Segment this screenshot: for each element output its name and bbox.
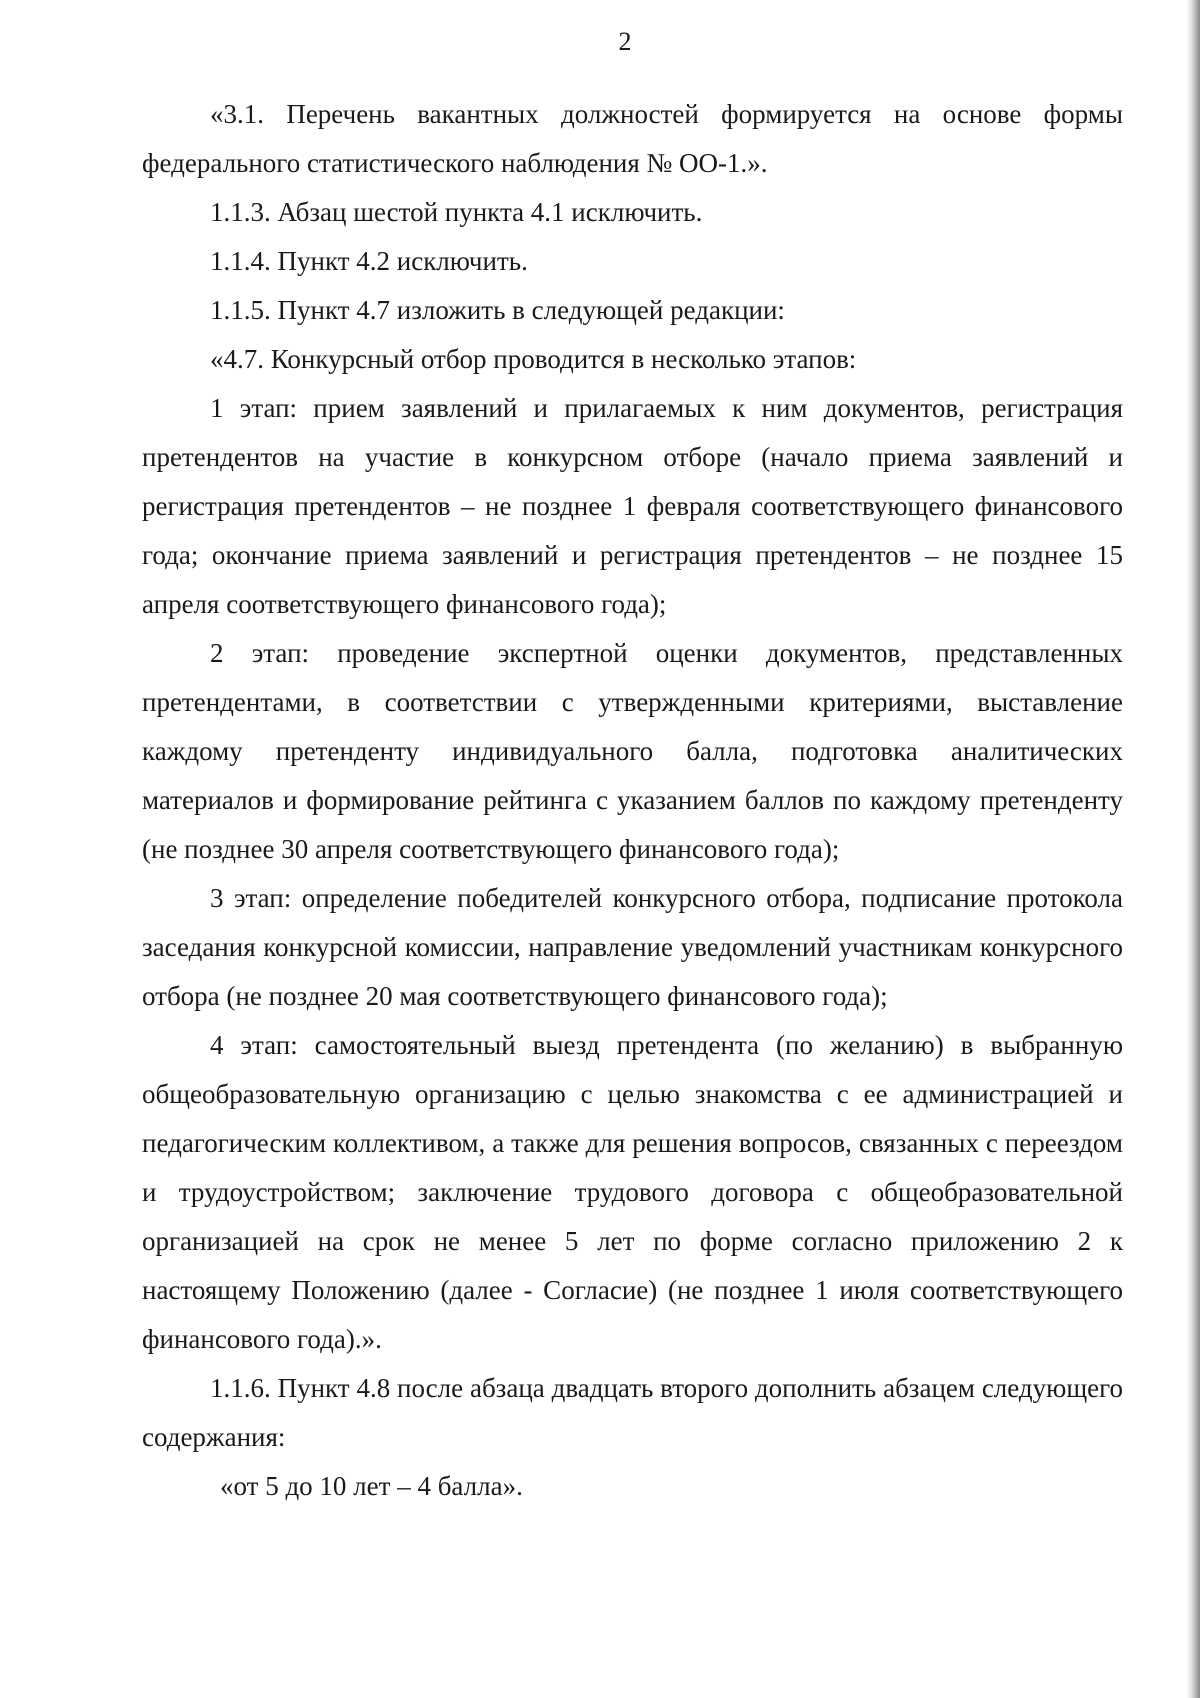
paragraph-quoted-score: «от 5 до 10 лет – 4 балла». [220, 1471, 523, 1501]
paragraph-1-1-6: 1.1.6. Пункт 4.8 после абзаца двадцать второго дополнить абзацем следующего содержания: [142, 1373, 1123, 1452]
paragraph-stage-3: 3 этап: определение победителей конкурсного отбора, подписание протокола заседания конкурсной комиссии, направление уведомлений участникам конкурсного отбора (не позднее 20 мая соответствующего финансового года); [142, 883, 1123, 1011]
paragraph-stage-1: 1 этап: прием заявлений и прилагаемых к ним документов, регистрация претендентов на участие в конкурсном отборе (начало приема заявлений и регистрация претендентов – не позднее 1 февраля соответствующего финансового года; окончание приема заявлений и регистрация претендентов – не позднее 15 апреля соответствующего финансового года); [142, 393, 1123, 619]
paragraph-quoted-3-1: «3.1. Перечень вакантных должностей формируется на основе формы федерального статистического наблюдения № ОО-1.». [142, 99, 1123, 178]
paragraph-quoted-4-7: «4.7. Конкурсный отбор проводится в несколько этапов: [210, 344, 857, 374]
paragraph-stage-2: 2 этап: проведение экспертной оценки документов, представленных претендентами, в соответствии с утвержденными критериями, выставление каждому претенденту индивидуального балла, подготовка аналитических материалов и формирование рейтинга с указанием баллов по каждому претенденту (не позднее 30 апреля соответствующего финансового года); [142, 638, 1123, 864]
paragraph-1-1-4: 1.1.4. Пункт 4.2 исключить. [210, 246, 528, 276]
paragraph-1-1-3: 1.1.3. Абзац шестой пункта 4.1 исключить. [210, 197, 703, 227]
document-body [142, 90, 1123, 1511]
page-number: 2 [618, 27, 632, 56]
paragraph-stage-4: 4 этап: самостоятельный выезд претендента (по желанию) в выбранную общеобразовательную организацию с целью знакомства с ее администрацией и педагогическим коллективом, а также для решения вопросов, связанных с переездом и трудоустройством; заключение трудового договора с общеобразовательной организацией на срок не менее 5 лет по форме согласно приложению 2 к настоящему Положению (далее - Согласие) (не позднее 1 июля соответствующего финансового года).». [142, 1030, 1123, 1354]
scan-edge-shadow [1186, 0, 1200, 1698]
paragraph-1-1-5: 1.1.5. Пункт 4.7 изложить в следующей редакции: [210, 295, 785, 325]
